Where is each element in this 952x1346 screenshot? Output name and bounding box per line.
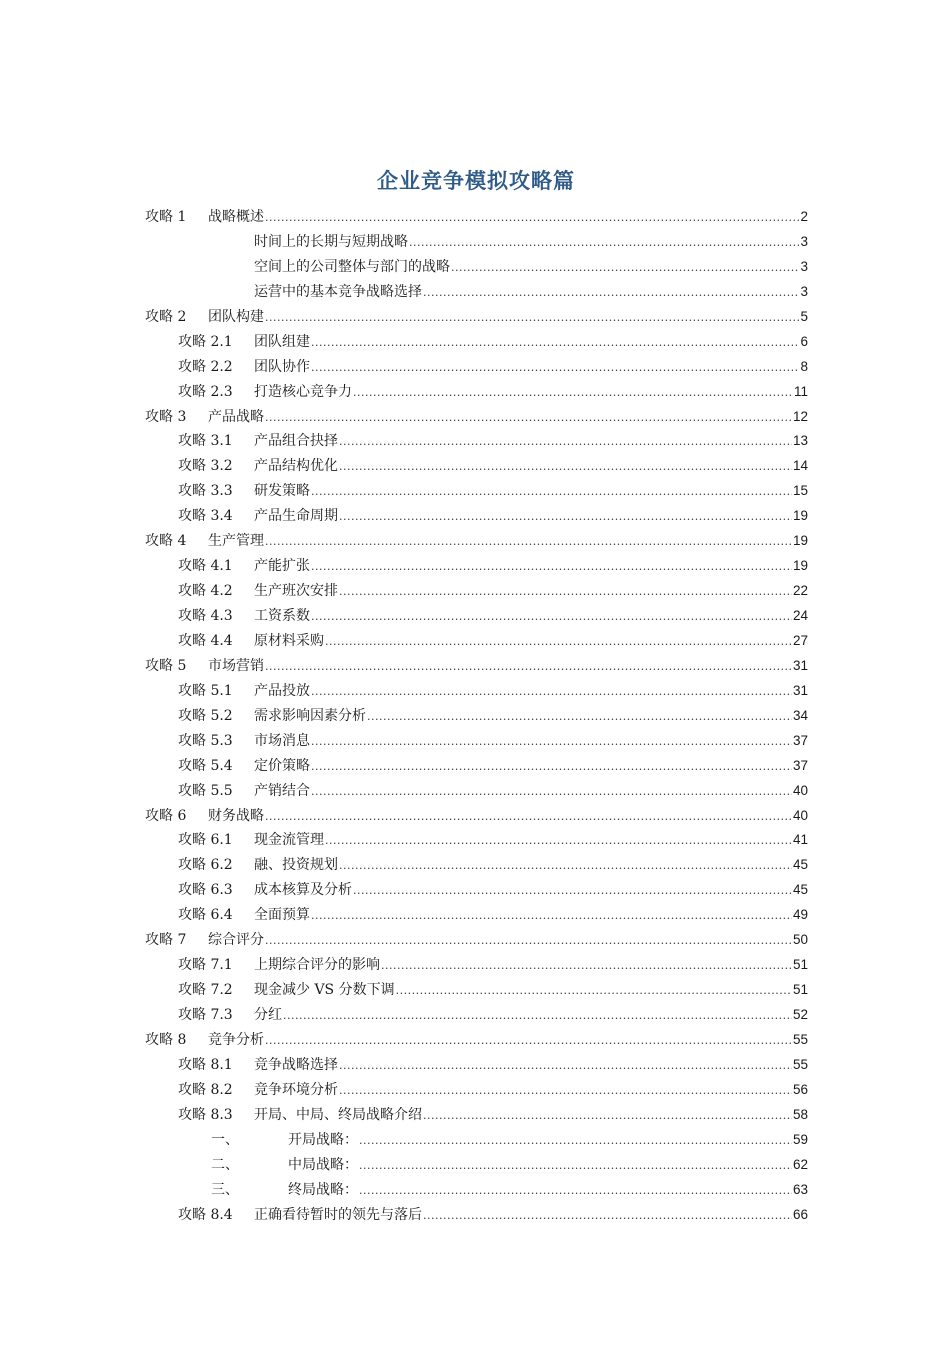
toc-entry[interactable] bbox=[145, 205, 808, 230]
toc-dot-leader bbox=[339, 1079, 792, 1104]
toc-entry-number: 攻略 2.1 bbox=[178, 333, 233, 350]
toc-entry-page-number: 34 bbox=[792, 707, 808, 723]
toc-dot-leader bbox=[423, 1204, 792, 1229]
toc-entry-page-number: 51 bbox=[792, 957, 808, 973]
toc-dot-leader bbox=[339, 854, 792, 879]
toc-dot-leader bbox=[265, 805, 792, 830]
toc-entry-number: 攻略 3.2 bbox=[178, 458, 233, 475]
toc-dot-leader bbox=[265, 929, 792, 954]
toc-entry[interactable] bbox=[145, 1053, 808, 1078]
toc-entry-number: 攻略 3.1 bbox=[178, 433, 233, 450]
toc-entry-number: 攻略 8.4 bbox=[178, 1206, 233, 1223]
toc-entry[interactable] bbox=[145, 828, 808, 853]
toc-dot-leader bbox=[311, 480, 792, 505]
toc-entry-label: 终局战略： bbox=[288, 1181, 358, 1198]
toc-entry[interactable] bbox=[145, 1028, 808, 1053]
toc-entry[interactable] bbox=[145, 654, 808, 679]
toc-entry-page-number: 5 bbox=[800, 308, 808, 324]
toc-entry-number: 攻略 7.2 bbox=[178, 982, 233, 999]
toc-entry-number: 二、 bbox=[211, 1156, 239, 1173]
toc-entry[interactable] bbox=[145, 978, 808, 1003]
toc-entry-page-number: 45 bbox=[792, 857, 808, 873]
toc-entry-number: 三、 bbox=[211, 1181, 239, 1198]
toc-entry[interactable] bbox=[145, 429, 808, 454]
toc-entry[interactable] bbox=[145, 903, 808, 928]
toc-entry-label: 上期综合评分的影响 bbox=[254, 957, 380, 974]
toc-dot-leader bbox=[339, 505, 792, 530]
toc-entry-page-number: 59 bbox=[792, 1131, 808, 1147]
toc-dot-leader bbox=[353, 381, 793, 406]
toc-entry-number: 一、 bbox=[211, 1131, 239, 1148]
toc-entry[interactable] bbox=[145, 1203, 808, 1228]
toc-entry-number: 攻略 2.3 bbox=[178, 383, 233, 400]
toc-entry-label: 研发策略 bbox=[254, 483, 310, 500]
toc-entry-number: 攻略 5.4 bbox=[178, 757, 233, 774]
toc-entry-number: 攻略 5.3 bbox=[178, 732, 233, 749]
toc-entry-page-number: 62 bbox=[792, 1156, 808, 1172]
toc-entry[interactable] bbox=[145, 529, 808, 554]
toc-entry[interactable] bbox=[145, 729, 808, 754]
toc-entry-page-number: 6 bbox=[800, 333, 808, 349]
toc-entry-number: 攻略 3.3 bbox=[178, 483, 233, 500]
toc-entry-label: 运营中的基本竞争战略选择 bbox=[254, 283, 422, 300]
toc-entry[interactable] bbox=[145, 554, 808, 579]
toc-dot-leader bbox=[359, 1154, 792, 1179]
toc-entry-label: 竞争分析 bbox=[208, 1031, 264, 1048]
toc-entry-label: 时间上的长期与短期战略 bbox=[254, 233, 408, 250]
toc-entry-page-number: 31 bbox=[792, 657, 808, 673]
toc-entry-number: 攻略 5.5 bbox=[178, 782, 233, 799]
toc-entry[interactable] bbox=[145, 953, 808, 978]
toc-entry-page-number: 51 bbox=[792, 982, 808, 998]
toc-entry[interactable] bbox=[145, 305, 808, 330]
toc-dot-leader bbox=[265, 530, 792, 555]
toc-entry-label: 团队组建 bbox=[254, 333, 310, 350]
toc-entry-number: 攻略 5 bbox=[145, 657, 187, 674]
toc-entry-page-number: 37 bbox=[792, 757, 808, 773]
toc-entry-page-number: 31 bbox=[792, 682, 808, 698]
toc-entry-label: 原材料采购 bbox=[254, 632, 324, 649]
toc-dot-leader bbox=[359, 1129, 792, 1154]
toc-entry[interactable] bbox=[145, 454, 808, 479]
toc-entry-page-number: 19 bbox=[792, 558, 808, 574]
toc-entry-page-number: 14 bbox=[792, 458, 808, 474]
toc-dot-leader bbox=[265, 206, 799, 231]
toc-entry-page-number: 11 bbox=[793, 383, 808, 399]
toc-dot-leader bbox=[311, 356, 799, 381]
toc-entry-number: 攻略 3 bbox=[145, 408, 187, 425]
toc-entry-label: 产销结合 bbox=[254, 782, 310, 799]
toc-entry-number: 攻略 5.1 bbox=[178, 682, 233, 699]
toc-entry-page-number: 56 bbox=[792, 1081, 808, 1097]
toc-entry-number: 攻略 4.4 bbox=[178, 632, 233, 649]
toc-entry-page-number: 22 bbox=[792, 583, 808, 599]
toc-entry[interactable] bbox=[145, 629, 808, 654]
toc-entry-page-number: 49 bbox=[792, 907, 808, 923]
toc-entry[interactable] bbox=[145, 1153, 808, 1178]
toc-dot-leader bbox=[339, 580, 792, 605]
toc-entry[interactable] bbox=[145, 355, 808, 380]
toc-entry[interactable] bbox=[145, 1003, 808, 1028]
toc-entry-number: 攻略 8.3 bbox=[178, 1106, 233, 1123]
toc-entry[interactable] bbox=[145, 1178, 808, 1203]
toc-entry[interactable] bbox=[145, 704, 808, 729]
toc-entry-label: 融、投资规划 bbox=[254, 857, 338, 874]
toc-entry-page-number: 55 bbox=[792, 1031, 808, 1047]
toc-entry-label: 战略概述 bbox=[208, 209, 264, 225]
toc-dot-leader bbox=[311, 331, 799, 356]
toc-entry-page-number: 24 bbox=[792, 608, 808, 623]
toc-entry-number: 攻略 4.3 bbox=[178, 608, 233, 624]
toc-entry[interactable] bbox=[145, 255, 808, 280]
toc-entry-label: 团队协作 bbox=[254, 358, 310, 375]
toc-entry-label: 产品战略 bbox=[208, 408, 264, 425]
toc-entry-page-number: 8 bbox=[800, 358, 808, 374]
toc-entry-label: 中局战略： bbox=[288, 1156, 358, 1173]
table-of-contents bbox=[145, 205, 808, 1227]
toc-entry-number: 攻略 2.2 bbox=[178, 358, 233, 375]
toc-entry-label: 工资系数 bbox=[254, 608, 310, 624]
toc-entry-label: 分红 bbox=[254, 1007, 282, 1023]
toc-dot-leader bbox=[311, 780, 792, 805]
toc-entry-label: 成本核算及分析 bbox=[254, 882, 352, 899]
toc-entry[interactable] bbox=[145, 380, 808, 405]
toc-entry-number: 攻略 6.2 bbox=[178, 857, 233, 874]
toc-entry-label: 正确看待暂时的领先与落后 bbox=[254, 1206, 422, 1223]
toc-entry[interactable] bbox=[145, 1128, 808, 1153]
toc-dot-leader bbox=[283, 1004, 792, 1029]
toc-entry-label: 产品生命周期 bbox=[254, 508, 338, 525]
toc-dot-leader bbox=[265, 1029, 792, 1054]
toc-entry-number: 攻略 4.2 bbox=[178, 583, 233, 600]
toc-entry-label: 产能扩张 bbox=[254, 558, 310, 575]
toc-entry[interactable] bbox=[145, 330, 808, 355]
document-title: 企业竞争模拟攻略篇 bbox=[377, 168, 575, 193]
toc-entry-number: 攻略 7.3 bbox=[178, 1007, 233, 1023]
toc-entry-label: 综合评分 bbox=[208, 932, 264, 949]
toc-entry[interactable] bbox=[145, 754, 808, 779]
toc-entry-page-number: 63 bbox=[792, 1181, 808, 1197]
toc-dot-leader bbox=[325, 829, 792, 854]
toc-entry[interactable] bbox=[145, 878, 808, 903]
toc-entry-page-number: 37 bbox=[792, 732, 808, 748]
toc-entry-label: 财务战略 bbox=[208, 807, 264, 824]
toc-entry-label: 开局、中局、终局战略介绍 bbox=[254, 1106, 422, 1123]
toc-dot-leader bbox=[353, 879, 792, 904]
toc-dot-leader bbox=[359, 1179, 792, 1204]
toc-entry[interactable] bbox=[145, 405, 808, 430]
toc-dot-leader bbox=[381, 954, 792, 979]
toc-entry-label: 定价策略 bbox=[254, 757, 310, 774]
toc-entry-page-number: 19 bbox=[792, 533, 808, 549]
toc-entry-label: 生产管理 bbox=[208, 533, 264, 550]
toc-entry-label: 产品投放 bbox=[254, 682, 310, 699]
toc-dot-leader bbox=[265, 655, 792, 680]
toc-entry-number: 攻略 6 bbox=[145, 807, 187, 824]
toc-dot-leader bbox=[396, 979, 792, 1004]
toc-entry-page-number: 40 bbox=[792, 807, 808, 823]
toc-entry-number: 攻略 4 bbox=[145, 533, 187, 550]
toc-entry[interactable] bbox=[145, 579, 808, 604]
toc-dot-leader bbox=[339, 1054, 792, 1079]
toc-dot-leader bbox=[423, 1104, 792, 1129]
toc-entry[interactable] bbox=[145, 779, 808, 804]
toc-entry-number: 攻略 1 bbox=[145, 209, 187, 225]
toc-entry-page-number: 3 bbox=[800, 258, 808, 274]
toc-entry[interactable] bbox=[145, 853, 808, 878]
toc-entry-page-number: 52 bbox=[792, 1007, 808, 1022]
toc-entry-number: 攻略 4.1 bbox=[178, 558, 233, 575]
toc-dot-leader bbox=[339, 455, 792, 480]
toc-dot-leader bbox=[265, 306, 799, 331]
toc-entry-label: 产品结构优化 bbox=[254, 458, 338, 475]
toc-entry[interactable] bbox=[145, 928, 808, 953]
toc-entry-page-number: 15 bbox=[792, 483, 808, 499]
toc-entry[interactable] bbox=[145, 804, 808, 829]
toc-entry-number: 攻略 7.1 bbox=[178, 957, 233, 974]
toc-entry-number: 攻略 8 bbox=[145, 1031, 187, 1048]
toc-dot-leader bbox=[367, 705, 792, 730]
toc-entry-page-number: 2 bbox=[800, 209, 808, 224]
toc-entry-page-number: 58 bbox=[792, 1106, 808, 1122]
toc-dot-leader bbox=[409, 231, 799, 256]
toc-entry-page-number: 27 bbox=[792, 632, 808, 648]
toc-entry-number: 攻略 7 bbox=[145, 932, 187, 949]
toc-entry-number: 攻略 2 bbox=[145, 308, 187, 325]
toc-entry-number: 攻略 8.1 bbox=[178, 1056, 233, 1073]
toc-entry-page-number: 3 bbox=[800, 283, 808, 299]
toc-entry-number: 攻略 6.4 bbox=[178, 907, 233, 924]
toc-entry-label: 开局战略： bbox=[288, 1131, 358, 1148]
toc-entry-label: 竞争战略选择 bbox=[254, 1056, 338, 1073]
toc-entry-label: 市场营销 bbox=[208, 657, 264, 674]
toc-entry-page-number: 12 bbox=[792, 408, 808, 424]
toc-entry-number: 攻略 6.1 bbox=[178, 832, 233, 849]
toc-dot-leader bbox=[423, 281, 799, 306]
toc-entry[interactable] bbox=[145, 504, 808, 529]
toc-entry-label: 生产班次安排 bbox=[254, 583, 338, 600]
toc-dot-leader bbox=[339, 430, 792, 455]
toc-entry[interactable] bbox=[145, 280, 808, 305]
toc-dot-leader bbox=[325, 630, 792, 655]
toc-dot-leader bbox=[451, 256, 799, 281]
toc-dot-leader bbox=[265, 406, 792, 431]
toc-entry-label: 团队构建 bbox=[208, 308, 264, 325]
toc-entry-page-number: 13 bbox=[792, 433, 808, 449]
toc-entry-number: 攻略 5.2 bbox=[178, 707, 233, 724]
toc-dot-leader bbox=[311, 555, 792, 580]
toc-entry-page-number: 45 bbox=[792, 882, 808, 898]
toc-entry-label: 现金流管理 bbox=[254, 832, 324, 849]
toc-entry-number: 攻略 3.4 bbox=[178, 508, 233, 525]
toc-entry-label: 全面预算 bbox=[254, 907, 310, 924]
toc-entry-label: 竞争环境分析 bbox=[254, 1081, 338, 1098]
toc-entry-label: 空间上的公司整体与部门的战略 bbox=[254, 258, 450, 275]
toc-entry[interactable] bbox=[145, 1078, 808, 1103]
toc-dot-leader bbox=[311, 904, 792, 929]
toc-entry-page-number: 66 bbox=[792, 1206, 808, 1222]
toc-entry-page-number: 40 bbox=[792, 782, 808, 798]
toc-entry-label: 打造核心竞争力 bbox=[254, 383, 352, 400]
toc-entry[interactable] bbox=[145, 604, 808, 629]
toc-entry-label: 需求影响因素分析 bbox=[254, 707, 366, 724]
toc-entry-page-number: 50 bbox=[792, 932, 808, 948]
toc-dot-leader bbox=[311, 605, 792, 630]
toc-entry-number: 攻略 8.2 bbox=[178, 1081, 233, 1098]
toc-entry[interactable] bbox=[145, 1103, 808, 1128]
toc-dot-leader bbox=[311, 755, 792, 780]
toc-entry-label: 产品组合抉择 bbox=[254, 433, 338, 450]
toc-entry[interactable] bbox=[145, 479, 808, 504]
toc-entry[interactable] bbox=[145, 679, 808, 704]
toc-entry-page-number: 19 bbox=[792, 508, 808, 524]
toc-entry[interactable] bbox=[145, 230, 808, 255]
toc-entry-label: 现金减少 VS 分数下调 bbox=[254, 982, 395, 999]
toc-entry-page-number: 3 bbox=[800, 233, 808, 249]
toc-dot-leader bbox=[311, 680, 792, 705]
toc-entry-page-number: 55 bbox=[792, 1056, 808, 1072]
toc-entry-label: 市场消息 bbox=[254, 732, 310, 749]
toc-entry-page-number: 41 bbox=[792, 832, 808, 848]
toc-dot-leader bbox=[311, 730, 792, 755]
toc-entry-number: 攻略 6.3 bbox=[178, 882, 233, 899]
